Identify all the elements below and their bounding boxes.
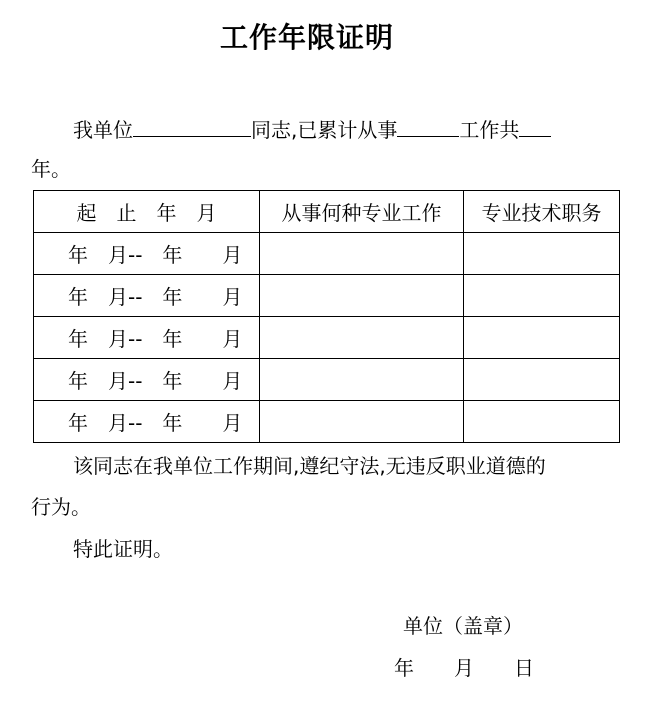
intro-text-years: 年。 [31, 157, 71, 181]
period-cell[interactable]: 年 月-- 年 月 [34, 401, 260, 443]
document-title: 工作年限证明 [219, 21, 394, 54]
work-cell[interactable] [260, 317, 464, 359]
conduct-line-1: 该同志在我单位工作期间,遵纪守法,无违反职业道德的 [73, 454, 546, 478]
period-cell[interactable]: 年 月-- 年 月 [34, 317, 260, 359]
field-blank[interactable] [397, 116, 459, 137]
work-history-table [33, 190, 620, 443]
table-row [34, 359, 620, 401]
table-row [34, 233, 620, 275]
header-work: 从事何种专业工作 [260, 191, 464, 233]
intro-text-work: 工作共 [459, 118, 520, 142]
title-cell[interactable] [464, 359, 620, 401]
work-cell[interactable] [260, 233, 464, 275]
period-cell[interactable]: 年 月-- 年 月 [34, 275, 260, 317]
work-cell[interactable] [260, 359, 464, 401]
work-cell[interactable] [260, 275, 464, 317]
period-cell[interactable]: 年 月-- 年 月 [34, 359, 260, 401]
intro-line-1 [73, 116, 551, 142]
closing-statement: 特此证明。 [73, 537, 173, 561]
title-cell[interactable] [464, 233, 620, 275]
header-period: 起 止 年 月 [34, 191, 260, 233]
table-row [34, 401, 620, 443]
years-blank[interactable] [519, 116, 551, 137]
conduct-line-2: 行为。 [31, 495, 91, 519]
signature-unit: 单位（盖章） [403, 614, 523, 638]
intro-text-unit: 我单位 [73, 118, 133, 142]
table-row [34, 317, 620, 359]
signature-date: 年 月 日 [394, 656, 534, 680]
work-cell[interactable] [260, 401, 464, 443]
header-title: 专业技术职务 [464, 191, 620, 233]
intro-text-comrade: 同志,已累计从事 [251, 118, 398, 142]
title-cell[interactable] [464, 317, 620, 359]
title-cell[interactable] [464, 275, 620, 317]
period-cell[interactable]: 年 月-- 年 月 [34, 233, 260, 275]
table-row [34, 275, 620, 317]
title-cell[interactable] [464, 401, 620, 443]
name-blank[interactable] [133, 116, 251, 137]
table-header-row [34, 191, 620, 233]
